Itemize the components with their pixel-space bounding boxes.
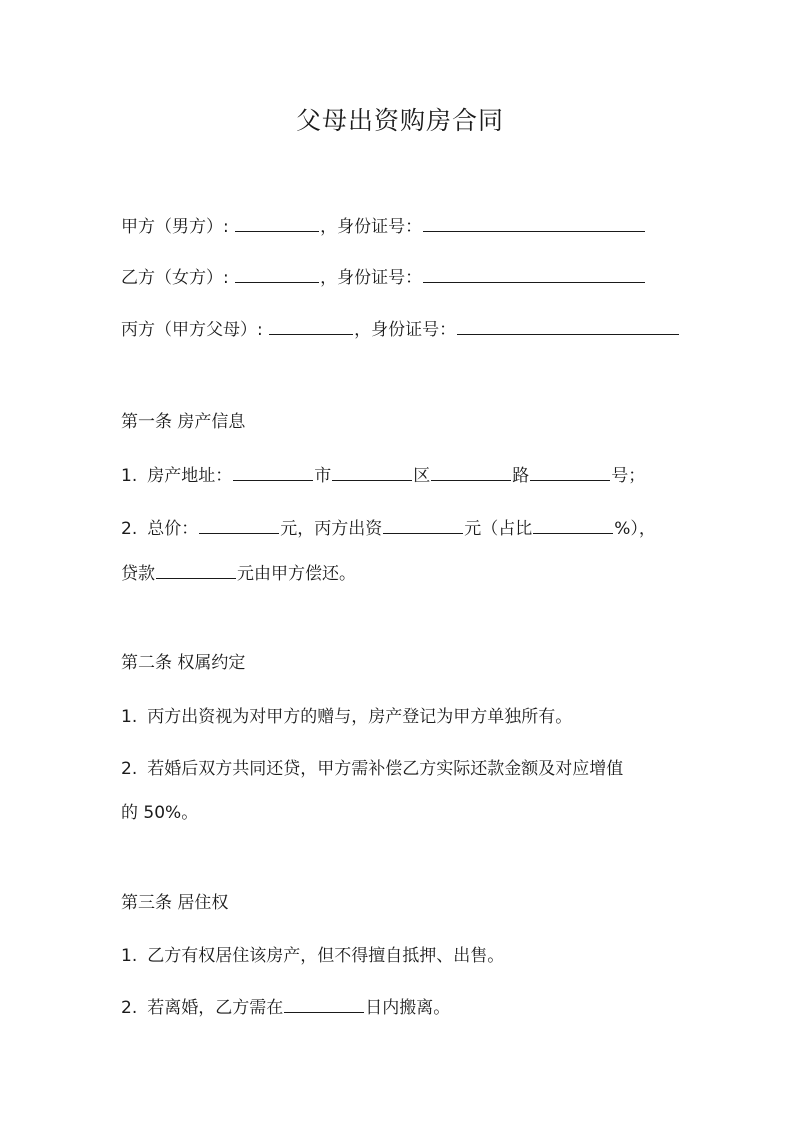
city-label: 市: [314, 466, 332, 486]
party-a-line: [121, 213, 646, 240]
party-b-id-label: ，身份证号：: [320, 268, 423, 288]
loan-label: 贷款: [121, 564, 155, 584]
item-text: 丙方出资视为对甲方的赠与，房产登记为甲方单独所有。: [147, 707, 573, 727]
move-out-suffix: 日内搬离。: [365, 998, 451, 1018]
party-a-id-blank[interactable]: [423, 213, 645, 232]
party-a-id-label: ，身份证号：: [320, 217, 423, 237]
contribution-label: 元，丙方出资: [280, 519, 383, 539]
city-blank[interactable]: [233, 462, 313, 481]
item-number: 1.: [121, 946, 138, 966]
article-1-item-1: [121, 462, 645, 489]
article-3-item-1: [121, 943, 504, 969]
article-3-heading: 第三条 居住权: [121, 893, 229, 913]
total-price-blank[interactable]: [199, 515, 279, 534]
party-c-name-blank[interactable]: [269, 316, 353, 335]
item-number: 2.: [121, 998, 138, 1018]
move-out-days-blank[interactable]: [284, 994, 364, 1013]
document-title: 父母出资购房合同: [295, 106, 504, 135]
item-text: 若婚后双方共同还贷，甲方需补偿乙方实际还款金额及对应增值: [147, 759, 624, 779]
contribution-blank[interactable]: [383, 515, 463, 534]
road-blank[interactable]: [431, 462, 511, 481]
district-label: 区: [413, 466, 431, 486]
item-number: 2.: [121, 519, 138, 539]
article-3-item-2: [121, 994, 450, 1021]
party-b-label: 乙方（女方）:: [121, 268, 229, 288]
party-b-id-blank[interactable]: [423, 264, 645, 283]
ratio-label: 元（占比: [464, 519, 533, 539]
percent-label: %），: [614, 519, 656, 539]
article-1-item-2: [121, 515, 656, 542]
address-label: 房产地址：: [147, 466, 233, 486]
ratio-blank[interactable]: [533, 515, 613, 534]
article-2-item-2-cont: 的 50%。: [121, 803, 199, 823]
party-c-line: [121, 316, 680, 343]
article-1-item-2-cont: [121, 560, 356, 587]
number-blank[interactable]: [530, 462, 610, 481]
article-2-item-2: [121, 756, 623, 782]
party-b-name-blank[interactable]: [235, 264, 319, 283]
item-text: 乙方有权居住该房产，但不得擅自抵押、出售。: [147, 946, 505, 966]
loan-suffix: 元由甲方偿还。: [237, 564, 356, 584]
item-number: 2.: [121, 759, 138, 779]
article-2-item-1: [121, 704, 572, 730]
road-label: 路: [512, 466, 530, 486]
party-c-id-label: ，身份证号：: [354, 320, 457, 340]
party-c-label: 丙方（甲方父母）:: [121, 320, 263, 340]
move-out-label: 若离婚，乙方需在: [147, 998, 284, 1018]
party-b-line: [121, 264, 646, 291]
party-a-label: 甲方（男方）:: [121, 217, 229, 237]
article-1-heading: 第一条 房产信息: [121, 412, 246, 432]
district-blank[interactable]: [332, 462, 412, 481]
item-number: 1.: [121, 466, 138, 486]
number-label: 号；: [611, 466, 646, 486]
party-c-id-blank[interactable]: [457, 316, 679, 335]
article-2-heading: 第二条 权属约定: [121, 653, 246, 673]
loan-blank[interactable]: [156, 560, 236, 579]
item-number: 1.: [121, 707, 138, 727]
party-a-name-blank[interactable]: [235, 213, 319, 232]
price-label: 总价：: [147, 519, 199, 539]
